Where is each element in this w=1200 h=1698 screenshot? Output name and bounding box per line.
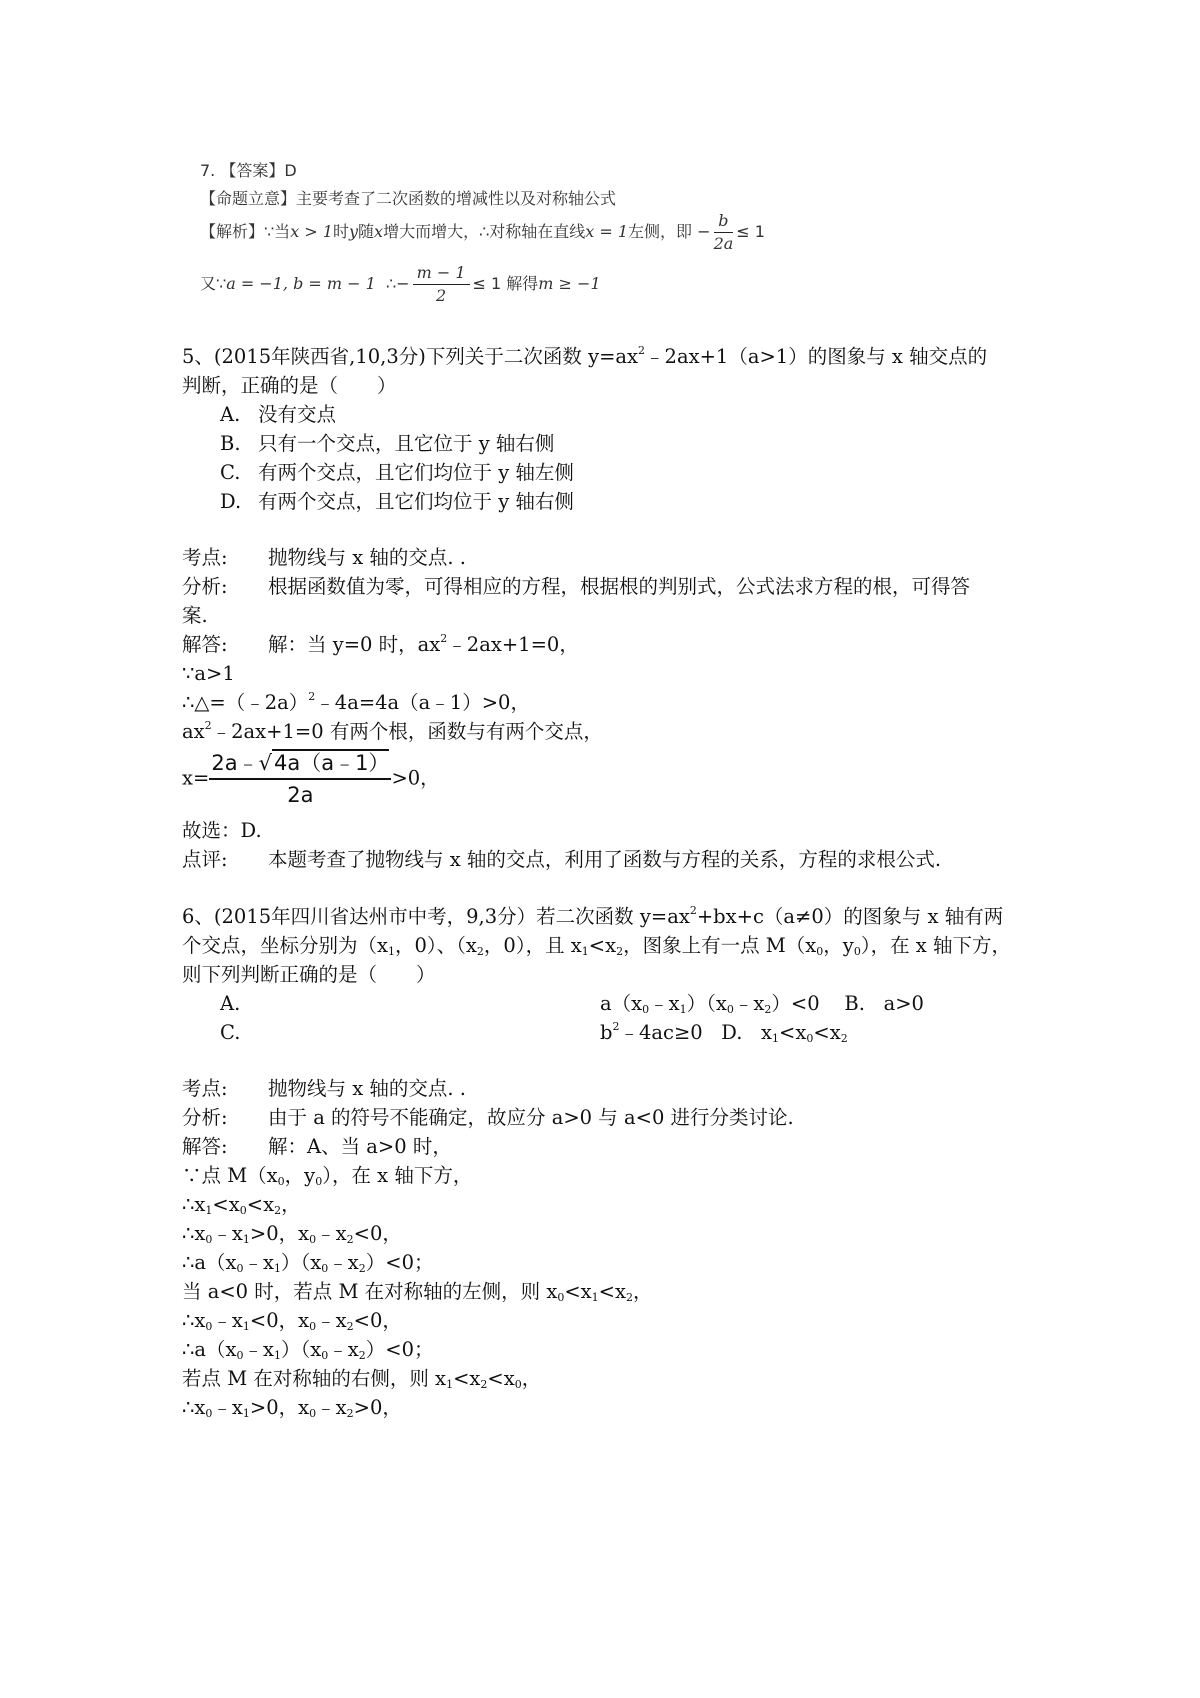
q6-step-2: $\therefore x_1<x_0<x_2$， [182,1193,301,1217]
q6-step-1: ∵点 $M(x_0$，$y_0$），在 x 轴下方， [182,1164,473,1188]
scanned-answer-snippet [200,158,840,318]
q5-option-b: B. 只有一个交点，且它位于 y 轴右侧 [220,432,555,455]
q5-option-d: D. 有两个交点，且它们均位于 y 轴右侧 [220,490,574,513]
q6-option-c-d: $b^2﹣4ac\ge 0$ D. $x_1<x_0<x_2$ [600,1020,848,1045]
q5-stem-line2: 判断，正确的是（ ） [182,374,397,397]
q6-option-c-label: C. [220,1021,241,1044]
q5-step-2: ∴△=（﹣2a）$^2$﹣4a=4a（a﹣1）>0， [182,690,530,714]
q5-root-formula: x= $\frac{2a﹣√4a(a﹣1)}{2a}$ >0， [182,748,440,810]
q5-fenxi-cont: 案. [182,604,208,627]
q5-step-3: $ax^2﹣2ax+1=0$ 有两个根，函数与有两个交点， [182,719,603,743]
root-fraction: $\frac{2a﹣√4a(a﹣1)}{2a}$ [209,748,391,810]
q5-fenxi: 分析: 根据函数值为零，可得相应的方程，根据根的判别式，公式法求方程的根，可得答 [182,575,971,598]
q6-stem-line1: 6、(2015年四川省达州市中考，9,3分）若二次函数 $y=ax^2+bx+c(a\ne 0)$的图象与 x 轴有两 [182,904,1004,928]
snippet-fraction-b-2a: $\frac{b}{2a}$ [713,211,734,253]
q6-option-a-label: A. [220,992,241,1015]
q6-stem-line2: 个交点，坐标分别为（$x_1$，0）、（$x_2$，0），且 $x_1<x_2$，图象上有一点 $M(x_0$，$y_0$），在 x 轴下方， [182,934,1011,958]
q6-kaodian: 考点: 抛物线与 x 轴的交点. . [182,1077,466,1100]
q6-option-a-b: $a(x_0﹣x_1)(x_0﹣x_2)<0$ B. a>0 [600,992,924,1016]
q6-step-6: $\therefore x_0﹣x_1<0$，$x_0﹣x_2<0$， [182,1309,402,1333]
snippet-conclusion-line: 又∵a = −1, b = m − 1 ∴− $\frac{m - 1}{2}$ ≤ 1 解得m ≥ −1 [200,263,601,305]
q5-jieda: 解答: 解：当 y=0 时，$ax^2﹣2ax+1=0$， [182,632,579,656]
q6-jieda: 解答: 解：A、当 a>0 时， [182,1135,452,1158]
q6-fenxi: 分析: 由于 a 的符号不能确定，故应分 a>0 与 a<0 进行分类讨论. [182,1106,794,1129]
q6-step-5: 当 a<0 时，若点 M 在对称轴的左侧，则 $x_0<x_1<x_2$， [182,1280,653,1304]
q6-step-7: $\therefore a(x_0﹣x_1)(x_0﹣x_2)<0$； [182,1338,434,1362]
sqrt-radicand: 4a（a﹣1） [273,751,390,775]
q6-step-3: $\therefore x_0﹣x_1>0$，$x_0﹣x_2<0$， [182,1222,402,1246]
q5-dianping: 点评: 本题考查了抛物线与 x 轴的交点，利用了函数与方程的关系，方程的求根公式. [182,848,942,871]
snippet-analysis-line: 【解析】∵当x > 1时y随x增大而增大，∴对称轴在直线x = 1左侧，即 − $\frac{b}{2a}$ ≤ 1 [200,211,765,253]
snippet-answer-line: 7. 【答案】D [200,161,297,180]
q5-answer: 故选：D. [182,819,262,842]
q6-stem-line3: 则下列判断正确的是（ ） [182,963,436,986]
q5-stem-line1: 5、(2015年陕西省,10,3分)下列关于二次函数 $y=ax^2﹣2ax+1(a>1)$的图象与 x 轴交点的 [182,344,988,368]
q6-step-9: $\therefore x_0﹣x_1>0$，$x_0﹣x_2>0$， [182,1396,402,1420]
snippet-intent-line: 【命题立意】主要考查了二次函数的增减性以及对称轴公式 [200,189,617,208]
q6-step-4: $\therefore a(x_0﹣x_1)(x_0﹣x_2)<0$； [182,1251,434,1275]
q5-option-a: A. 没有交点 [220,403,337,426]
snippet-fraction-m: $\frac{m - 1}{2}$ [413,262,470,307]
q5-step-1: ∵a>1 [182,662,235,685]
q5-option-c: C. 有两个交点，且它们均位于 y 轴左侧 [220,461,574,484]
q6-step-8: 若点 M 在对称轴的右侧，则 $x_1<x_2<x_0$， [182,1367,542,1391]
q5-kaodian: 考点: 抛物线与 x 轴的交点. . [182,546,466,569]
